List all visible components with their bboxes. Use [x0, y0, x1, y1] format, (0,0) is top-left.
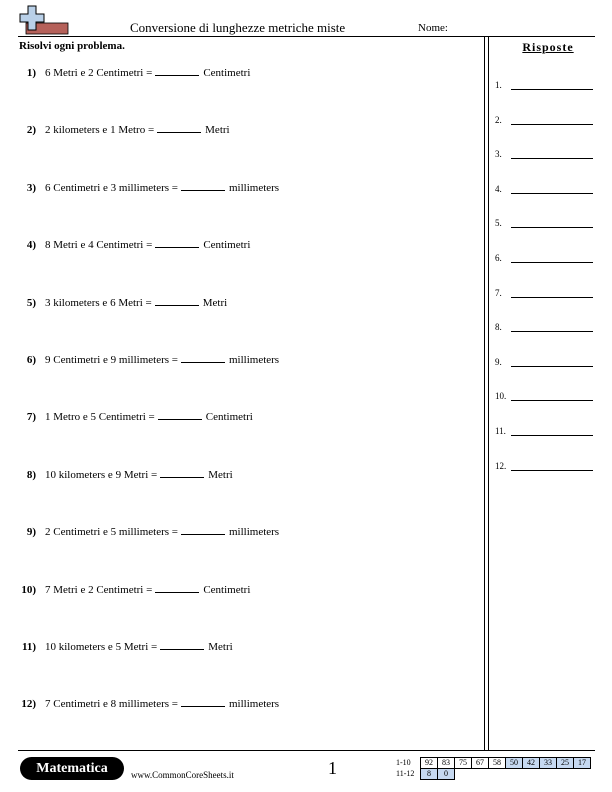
- problem-unit: Centimetri: [205, 411, 253, 424]
- problem-number: 11): [21, 641, 36, 653]
- problem-text: 3 kilometers e 6 Metri =: [45, 296, 152, 309]
- answer-number: 3.: [495, 149, 502, 160]
- score-cell: 50: [506, 758, 523, 769]
- answer-line[interactable]: [511, 297, 593, 298]
- problem-number: 7): [26, 411, 36, 424]
- problem-number: 12): [21, 698, 36, 711]
- answer-number: 7.: [495, 287, 502, 298]
- problem-10: [18, 583, 250, 596]
- answer-number: 8.: [495, 322, 502, 333]
- logo-plus-icon: [18, 5, 70, 37]
- problem-unit: Centimetri: [203, 583, 251, 596]
- answer-blank[interactable]: [157, 123, 201, 133]
- column-divider: [484, 37, 485, 750]
- answer-blank[interactable]: [181, 181, 225, 191]
- answer-blank[interactable]: [155, 66, 199, 76]
- answer-number: 10.: [495, 391, 507, 402]
- problem-text: 9 Centimetri e 9 millimeters =: [45, 354, 178, 366]
- answer-line[interactable]: [511, 331, 593, 332]
- column-divider: [488, 37, 489, 750]
- problem-number: 3): [26, 181, 36, 194]
- answer-blank[interactable]: [181, 353, 225, 363]
- site-url: www.CommonCoreSheets.it: [131, 770, 234, 780]
- answer-blank[interactable]: [181, 525, 225, 535]
- answer-line[interactable]: [511, 435, 593, 436]
- problem-number: 9): [26, 526, 36, 539]
- problem-unit: Metri: [205, 124, 230, 137]
- problem-unit: Metri: [202, 296, 228, 309]
- answer-line[interactable]: [511, 400, 593, 401]
- problem-unit: millimeters: [228, 698, 280, 711]
- problem-11: [18, 640, 233, 653]
- answer-number: 5.: [495, 218, 502, 229]
- problem-6: [18, 353, 279, 366]
- problem-number: 6): [26, 354, 36, 366]
- problem-text: 10 kilometers e 5 Metri =: [45, 641, 158, 653]
- problem-number: 2): [26, 124, 36, 137]
- score-row-1-10: [396, 758, 591, 769]
- score-range-label: 1-10: [396, 758, 411, 767]
- problem-3: [18, 181, 279, 194]
- score-range-label: 11-12: [396, 769, 415, 778]
- answer-blank[interactable]: [155, 238, 199, 248]
- problem-number: 10): [21, 583, 36, 596]
- answer-number: 1.: [495, 80, 502, 90]
- page-number: 1: [328, 758, 337, 778]
- score-cell: 33: [540, 758, 557, 769]
- answer-line[interactable]: [511, 124, 593, 125]
- score-cell: 42: [523, 758, 540, 769]
- problem-text: 1 Metro e 5 Centimetri =: [45, 411, 155, 424]
- problem-12: [18, 697, 279, 710]
- instructions: Risolvi ogni problema.: [19, 40, 125, 52]
- answer-line[interactable]: [511, 366, 593, 367]
- score-cell: 92: [421, 758, 438, 769]
- problem-text: 7 Metri e 2 Centimetri =: [45, 583, 153, 596]
- footer-divider: [18, 750, 595, 751]
- answer-line[interactable]: [511, 470, 593, 471]
- problem-text: 7 Centimetri e 8 millimeters =: [45, 698, 178, 711]
- brand-badge: Matematica: [20, 757, 124, 780]
- answer-line[interactable]: [511, 158, 593, 159]
- score-cell: 58: [489, 758, 506, 769]
- problem-unit: millimeters: [228, 526, 280, 539]
- score-cell: 75: [455, 758, 472, 769]
- problem-number: 4): [26, 239, 36, 252]
- answer-number: 12.: [495, 460, 507, 471]
- answer-blank[interactable]: [155, 583, 199, 593]
- problem-7: [18, 410, 253, 423]
- problem-number: 1): [26, 67, 36, 79]
- problem-unit: millimeters: [228, 181, 280, 194]
- problem-8: [18, 468, 233, 481]
- answer-blank[interactable]: [155, 296, 199, 306]
- score-cell: 25: [557, 758, 574, 769]
- answer-blank[interactable]: [158, 410, 202, 420]
- score-cell: 17: [574, 758, 591, 769]
- problem-2: [18, 123, 230, 136]
- problem-unit: Centimetri: [203, 67, 251, 79]
- answer-number: 4.: [495, 183, 502, 194]
- answer-blank[interactable]: [160, 640, 204, 650]
- problem-text: 10 kilometers e 9 Metri =: [45, 468, 158, 481]
- problem-text: 2 kilometers e 1 Metro =: [45, 124, 155, 137]
- answer-blank[interactable]: [181, 697, 225, 707]
- problem-unit: Metri: [208, 641, 233, 653]
- problem-unit: Centimetri: [203, 239, 251, 252]
- problem-5: [18, 296, 227, 309]
- answer-number: 11.: [495, 426, 506, 436]
- score-row-11-12: [396, 769, 591, 780]
- answers-title: Risposte: [522, 40, 574, 54]
- answer-line[interactable]: [511, 262, 593, 263]
- problem-text: 8 Metri e 4 Centimetri =: [45, 239, 153, 252]
- score-cell: 8: [421, 769, 438, 780]
- page-title: Conversione di lunghezze metriche miste: [130, 20, 346, 35]
- header-divider: [18, 36, 595, 37]
- problem-unit: millimeters: [228, 354, 280, 366]
- problem-9: [18, 525, 279, 538]
- answer-number: 9.: [495, 356, 502, 367]
- answer-blank[interactable]: [160, 468, 204, 478]
- answer-line[interactable]: [511, 89, 593, 90]
- answer-number: 2.: [495, 114, 502, 125]
- score-cell: 83: [438, 758, 455, 769]
- name-label: Nome:: [418, 22, 448, 34]
- answer-line[interactable]: [511, 193, 593, 194]
- problem-unit: Metri: [208, 468, 233, 481]
- answer-number: 6.: [495, 253, 502, 263]
- problem-number: 5): [26, 296, 36, 309]
- problem-text: 6 Centimetri e 3 millimeters =: [45, 181, 178, 194]
- answer-line[interactable]: [511, 227, 593, 228]
- score-cell: 67: [472, 758, 489, 769]
- problem-1: [18, 66, 250, 79]
- score-table: [396, 757, 591, 780]
- score-cell: 0: [438, 769, 455, 780]
- problem-text: 6 Metri e 2 Centimetri =: [45, 67, 153, 79]
- problem-4: [18, 238, 250, 251]
- problem-number: 8): [26, 468, 36, 481]
- problem-text: 2 Centimetri e 5 millimeters =: [45, 526, 178, 539]
